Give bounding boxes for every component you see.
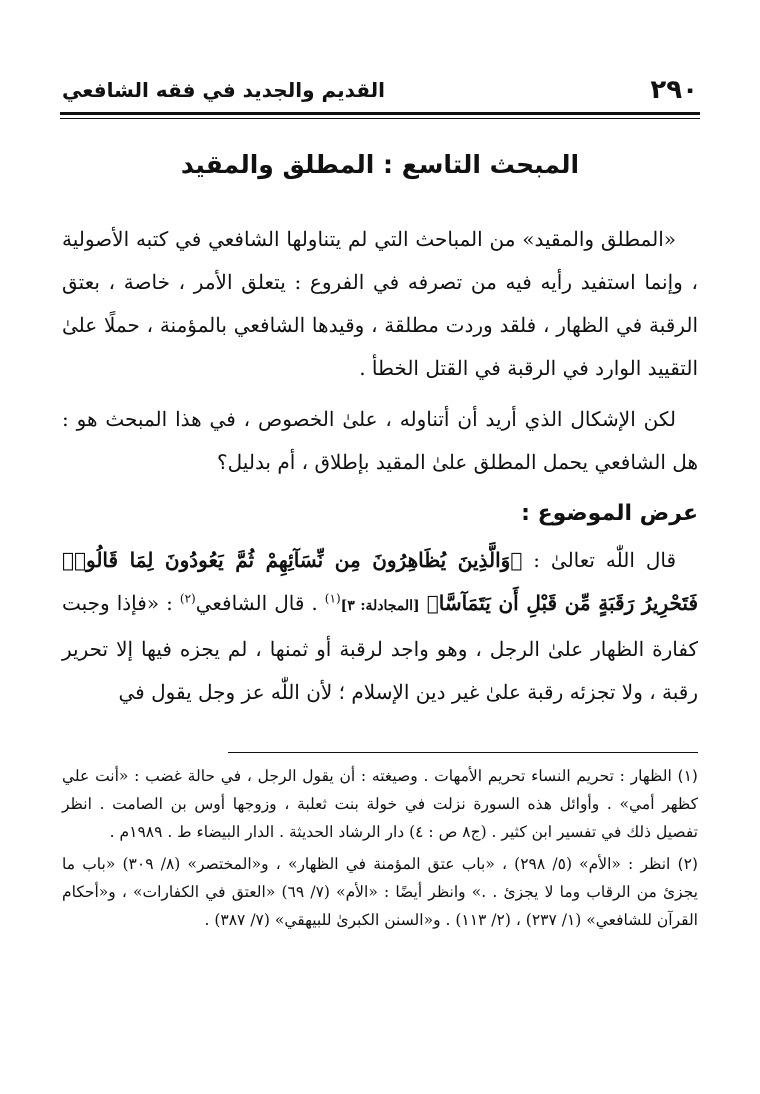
shafii-intro: . قال الشافعي (195, 591, 325, 615)
footnote-separator (228, 752, 698, 753)
footnotes (62, 762, 698, 938)
footnote-text: الظهار : تحريم النساء تحريم الأمهات . وصيغته : أن يقول الرجل ، في حالة غضب : «أنت علي كظهر أمي» . وأوائل هذه السورة نزلت في خولة بنت ثعلبة ، وزوجها أوس بن الصامت . انظر تفصيل ذلك في تفسير ابن كثير . (ج٨ ص : ٤) دار الرشاد الحديثة . الدار البيضاء ط . ١٩٨٩م . (62, 767, 698, 841)
page-number: ٢٩٠ (650, 75, 698, 105)
footnote-number: (٢) (677, 855, 698, 873)
footnote-text: انظر : «الأم» (٥/ ٢٩٨) ، «باب عتق المؤمنة في الظهار» ، و«المختصر» (٨/ ٣٠٩) «باب ما يجزئ من الرقاب وما لا يجزئ . .» وانظر أيضًا : «الأم» (٧/ ٦٩) «العتق في الكفارات» ، و«أحكام القرآن للشافعي» (١/ ٢٣٧) ، (٢/ ١١٣) . و«السنن الكبرىٰ للبيهقي» (٧/ ٣٨٧) . (62, 855, 698, 929)
footnote-marker-2: (٢) (179, 591, 196, 606)
footnote-number: (١) (677, 767, 698, 785)
header-rule-thin (60, 118, 700, 119)
section-heading: المبحث التاسع : المطلق والمقيد (180, 150, 580, 179)
sub-heading: عرض الموضوع : (521, 501, 698, 526)
footnote-1 (62, 762, 698, 846)
paragraph-intro: «المطلق والمقيد» من المباحث التي لم يتناولها الشافعي في كتبه الأصولية ، وإنما استفيد رأيه فيه من تصرفه في الفروع : يتعلق الأمر ، خاصة ، بعتق الرقبة في الظهار ، فلقد وردت مطلقة ، وقيدها الشافعي بالمؤمنة ، حملًا علىٰ التقييد الوارد في الرقبة في القتل الخطأ . (62, 227, 698, 380)
evidence-intro: قال اللّٰه تعالىٰ : (522, 548, 676, 572)
paragraph-evidence (62, 539, 698, 714)
footnote-2 (62, 850, 698, 934)
book-title: القديم والجديد في فقه الشافعي (62, 78, 385, 102)
header-rule (60, 112, 700, 115)
footnote-marker-1: (١) (324, 591, 341, 606)
shafii-quote: : «فإذا وجبت كفارة الظهار علىٰ الرجل ، وهو واجد لرقبة أو ثمنها ، لم يجزه فيها إلا تحرير رقبة ، ولا تجزئه رقبة علىٰ غير دين الإسلام ؛ لأن اللّٰه عز وجل يقول في (62, 591, 699, 704)
quran-verse: ﴿وَالَّذِينَ يُظَاهِرُونَ مِن نِّسَآئِهِمْ ثُمَّ يَعُودُونَ لِمَا قَالُوا۟ فَتَحْرِيرُ رَقَبَةٍ مِّن قَبْلِ أَن يَتَمَآسَّا﴾ (62, 548, 699, 615)
running-header (62, 72, 698, 108)
quran-reference: [المجادلة: ٣] (340, 598, 420, 614)
main-text (62, 218, 698, 722)
paragraph-problem: لكن الإشكال الذي أريد أن أتناوله ، علىٰ الخصوص ، في هذا المبحث هو : هل الشافعي يحمل المطلق علىٰ المقيد بإطلاق ، أم بدليل؟ (62, 407, 698, 474)
